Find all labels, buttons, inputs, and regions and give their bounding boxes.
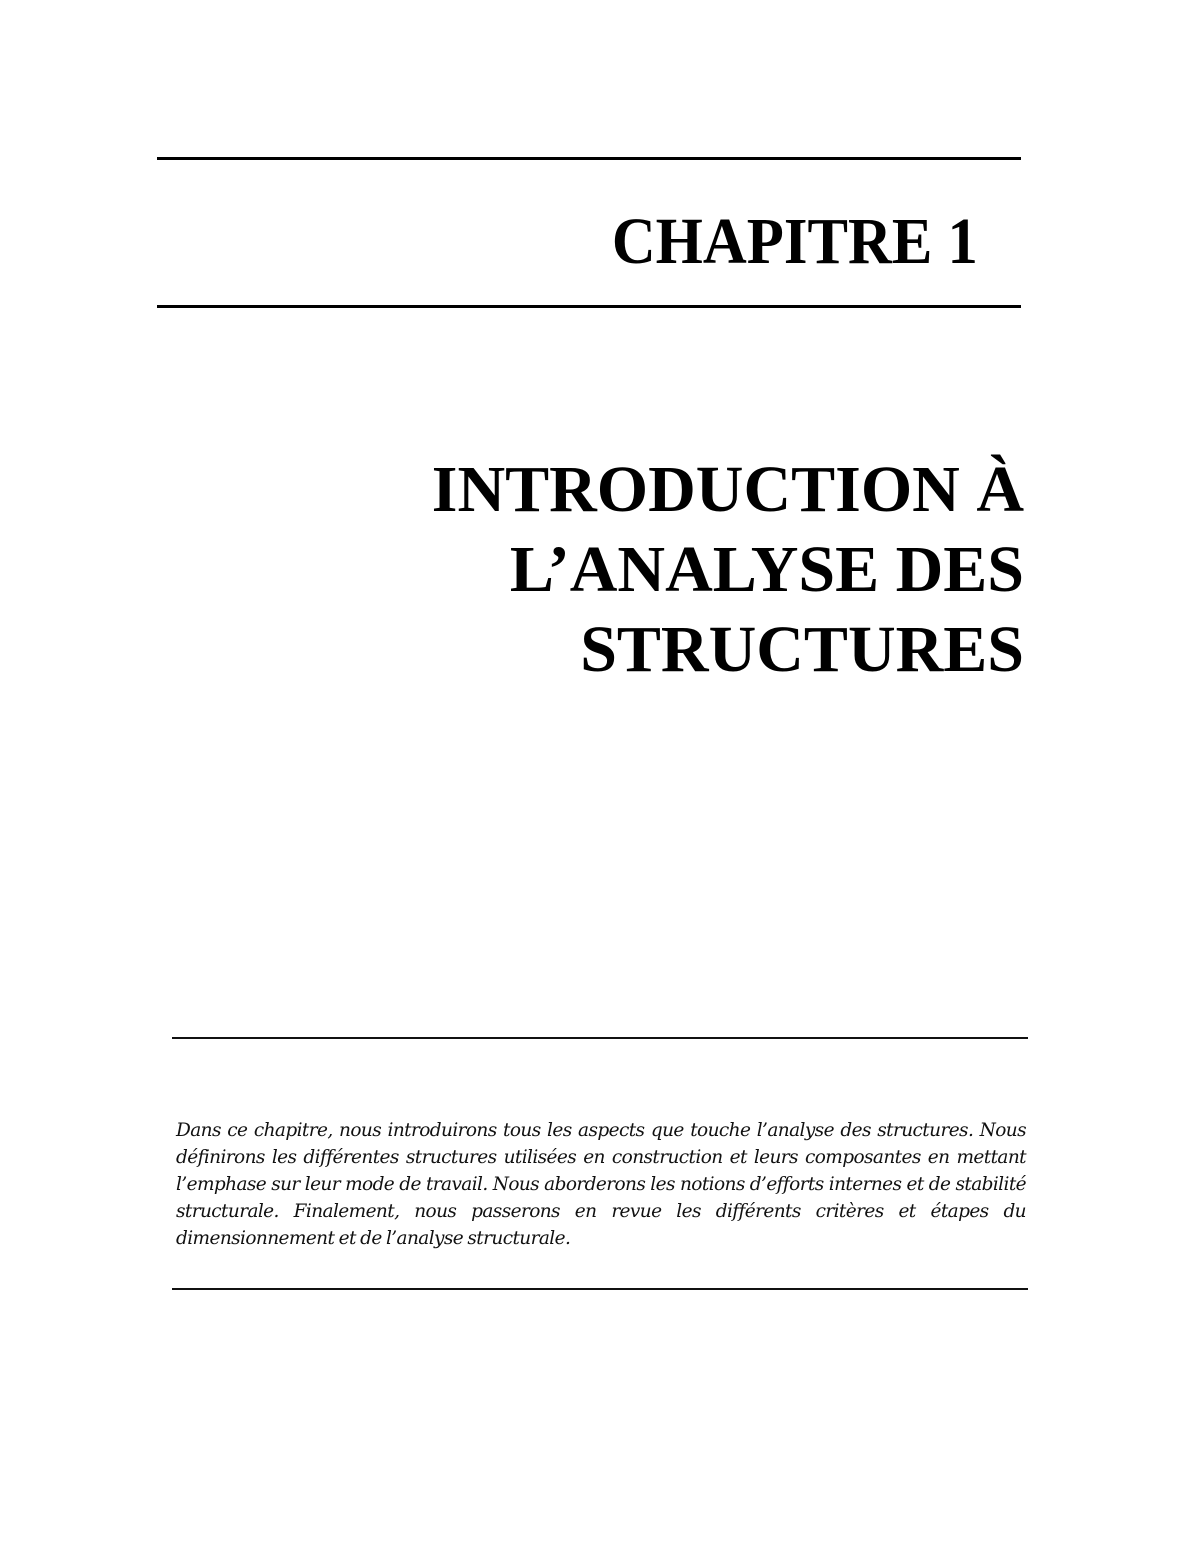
chapter-title-line-3: STRUCTURES [580,613,1024,686]
chapter-title-line-2: L’ANALYSE DES [509,533,1024,606]
chapter-label: CHAPITRE 1 [611,205,978,278]
abstract-bottom-rule [172,1288,1028,1290]
abstract-top-rule [172,1037,1028,1039]
chapter-abstract: Dans ce chapitre, nous introduirons tous les aspects que touche l’analyse des structures. Nous définirons les différentes structures utilisées en construction et leurs composantes en mettant l’emphase sur leur mode de travail. Nous aborderons les notions d’efforts internes et de stabilité structurale. Finalement, nous passerons en revue les différents critères et étapes du dimensionnement et de l’analyse structurale. [176,1119,1026,1249]
chapter-rule [157,305,1021,308]
chapter-title-line-1: INTRODUCTION À [431,453,1024,526]
top-rule [157,157,1021,160]
chapter-title [432,450,1024,690]
